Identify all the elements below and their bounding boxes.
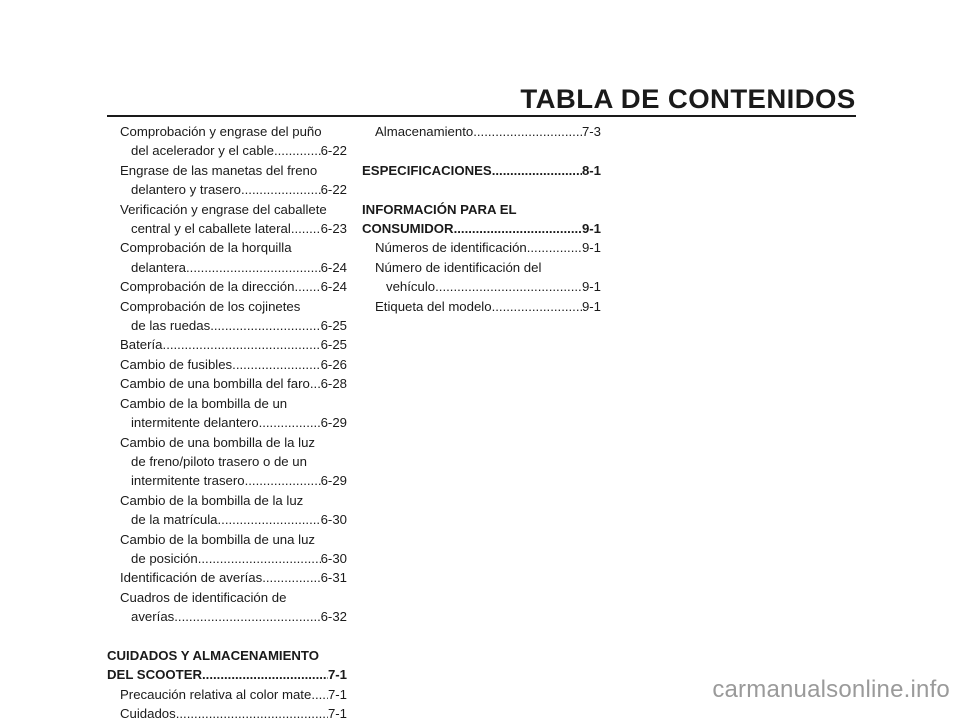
toc-entry[interactable] [107, 180, 347, 199]
toc-dot-leader [291, 219, 321, 238]
toc-entry-text: del acelerador y el cable [131, 143, 274, 159]
toc-dot-leader [163, 335, 321, 354]
toc-page-number: 6-25 [320, 337, 347, 353]
toc-entry-text: de las ruedas [131, 318, 211, 334]
toc-section-heading[interactable] [362, 161, 601, 180]
toc-entry-text: DEL SCOOTER [107, 667, 203, 683]
toc-dot-leader [262, 568, 320, 587]
toc-dot-leader [198, 549, 321, 568]
toc-page-number: 6-29 [320, 415, 347, 431]
toc-entry-text: Cambio de la bombilla de la luz [120, 492, 304, 508]
toc-section-heading [107, 646, 347, 665]
toc-spacer [362, 141, 601, 160]
toc-entry [107, 530, 347, 549]
toc-entry[interactable] [107, 685, 347, 704]
toc-spacer [362, 180, 601, 199]
toc-entry [107, 394, 347, 413]
toc-dot-leader [527, 238, 582, 257]
title-rule [107, 115, 856, 117]
toc-page-number: 7-3 [581, 124, 601, 139]
toc-entry-text: Engrase de las manetas del freno [120, 162, 318, 178]
toc-right-column [362, 122, 601, 316]
toc-dot-leader [435, 277, 582, 296]
toc-entry[interactable] [107, 141, 347, 160]
toc-entry-text: Cambio de fusibles [120, 356, 233, 372]
toc-entry-text: vehículo [386, 279, 436, 295]
toc-page-number: 7-1 [327, 667, 347, 683]
toc-entry-text: Comprobación de la dirección [120, 279, 295, 295]
toc-page-number: 6-29 [320, 473, 347, 489]
toc-page-number: 6-28 [320, 376, 347, 392]
toc-entry-text: intermitente trasero [131, 473, 245, 489]
toc-entry[interactable] [362, 297, 601, 316]
toc-entry [107, 491, 347, 510]
toc-dot-leader [174, 607, 320, 626]
toc-entry-text: de la matrícula [131, 512, 218, 528]
toc-entry-text: Cuidados [120, 706, 176, 722]
toc-entry-text: de freno/piloto trasero o de un [131, 453, 307, 469]
toc-entry[interactable] [107, 374, 347, 393]
toc-entry[interactable] [107, 549, 347, 568]
toc-entry[interactable] [362, 122, 601, 141]
toc-dot-leader [454, 219, 582, 238]
toc-spacer [107, 627, 347, 646]
toc-entry[interactable] [107, 510, 347, 529]
toc-entry[interactable] [107, 355, 347, 374]
toc-entry-text: Números de identificación [375, 240, 527, 256]
toc-entry [107, 238, 347, 257]
toc-entry-text: de posición [131, 550, 198, 566]
toc-dot-leader [311, 685, 328, 704]
toc-entry-text: Cambio de una bombilla de la luz [120, 434, 315, 450]
toc-entry-text: Cambio de la bombilla de un [120, 395, 288, 411]
toc-entry [107, 297, 347, 316]
toc-page-number: 6-32 [320, 609, 347, 625]
toc-dot-leader [492, 297, 582, 316]
toc-entry-text: CUIDADOS Y ALMACENAMIENTO [107, 647, 319, 663]
toc-dot-leader [259, 413, 321, 432]
toc-dot-leader [310, 374, 321, 393]
toc-page-number: 9-1 [581, 298, 601, 314]
toc-entry[interactable] [107, 607, 347, 626]
toc-entry[interactable] [362, 277, 601, 296]
toc-page-number: 9-1 [581, 240, 601, 256]
toc-section-heading[interactable] [107, 665, 347, 684]
toc-entry[interactable] [107, 471, 347, 490]
toc-entry-text: INFORMACIÓN PARA EL [362, 201, 517, 217]
toc-entry-text: Comprobación y engrase del puño [120, 124, 322, 139]
toc-entry-text: Batería [120, 337, 163, 353]
toc-entry-text: Número de identificación del [375, 259, 542, 275]
toc-entry[interactable] [362, 238, 601, 257]
toc-entry-text: Comprobación de los cojinetes [120, 298, 301, 314]
toc-entry [107, 200, 347, 219]
toc-left-column [107, 122, 347, 724]
toc-dot-leader [218, 510, 321, 529]
toc-entry-text: Identificación de averías [120, 570, 263, 586]
toc-page-number: 9-1 [581, 279, 601, 295]
toc-section-heading[interactable] [362, 219, 601, 238]
toc-page-number: 6-30 [320, 550, 347, 566]
toc-entry[interactable] [107, 277, 347, 296]
toc-dot-leader [186, 258, 321, 277]
toc-entry-text: Cuadros de identificación de [120, 589, 287, 605]
toc-page-number: 7-1 [327, 706, 347, 722]
toc-page-number: 6-22 [320, 182, 347, 198]
toc-entry-text: Precaución relativa al color mate [120, 686, 312, 702]
toc-dot-leader [245, 471, 321, 490]
toc-dot-leader [473, 122, 582, 141]
toc-page-number: 6-24 [320, 259, 347, 275]
toc-entry [107, 161, 347, 180]
toc-page-number: 6-31 [320, 570, 347, 586]
toc-page-number: 6-24 [320, 279, 347, 295]
toc-entry[interactable] [107, 335, 347, 354]
toc-entry-text: averías [131, 609, 175, 625]
page-title: TABLA DE CONTENIDOS [520, 84, 856, 114]
toc-entry-text: Etiqueta del modelo [375, 298, 492, 314]
toc-entry-text: central y el caballete lateral [131, 221, 291, 237]
toc-entry[interactable] [107, 704, 347, 723]
toc-page-number: 7-1 [327, 686, 347, 702]
toc-section-heading [362, 200, 601, 219]
toc-page-number: 6-30 [320, 512, 347, 528]
toc-entry [107, 433, 347, 452]
toc-entry [362, 258, 601, 277]
toc-entry-text: delantero y trasero [131, 182, 241, 198]
watermark-text: carmanualsonline.info [712, 676, 950, 703]
toc-page-number: 6-22 [320, 143, 347, 159]
toc-entry-text: ESPECIFICACIONES [362, 162, 492, 178]
toc-entry[interactable] [107, 258, 347, 277]
toc-entry-text: Comprobación de la horquilla [120, 240, 292, 256]
toc-entry-text: delantera [131, 259, 186, 275]
toc-entry-text: Cambio de una bombilla del faro [120, 376, 310, 392]
toc-page-number: 9-1 [581, 221, 601, 236]
toc-page-number: 6-26 [320, 356, 347, 372]
toc-entry-text: Almacenamiento [375, 124, 474, 139]
toc-entry [107, 588, 347, 607]
toc-entry-text: CONSUMIDOR [362, 221, 454, 236]
toc-entry-text: Cambio de la bombilla de una luz [120, 531, 315, 547]
toc-entry-text: intermitente delantero [131, 415, 259, 431]
toc-dot-leader [294, 277, 320, 296]
toc-entry-text: Verificación y engrase del caballete [120, 201, 327, 217]
toc-dot-leader [202, 665, 328, 684]
toc-dot-leader [274, 141, 321, 160]
toc-dot-leader [232, 355, 320, 374]
toc-entry[interactable] [107, 316, 347, 335]
toc-page-number: 6-25 [320, 318, 347, 334]
toc-entry [107, 122, 347, 141]
toc-page-number: 8-1 [581, 162, 601, 178]
toc-entry[interactable] [107, 568, 347, 587]
toc-entry[interactable] [107, 219, 347, 238]
toc-page-number: 6-23 [320, 221, 347, 237]
toc-dot-leader [176, 704, 328, 723]
toc-dot-leader [492, 161, 582, 180]
toc-dot-leader [241, 180, 321, 199]
toc-entry[interactable] [107, 413, 347, 432]
toc-dot-leader [210, 316, 320, 335]
toc-entry [107, 452, 347, 471]
